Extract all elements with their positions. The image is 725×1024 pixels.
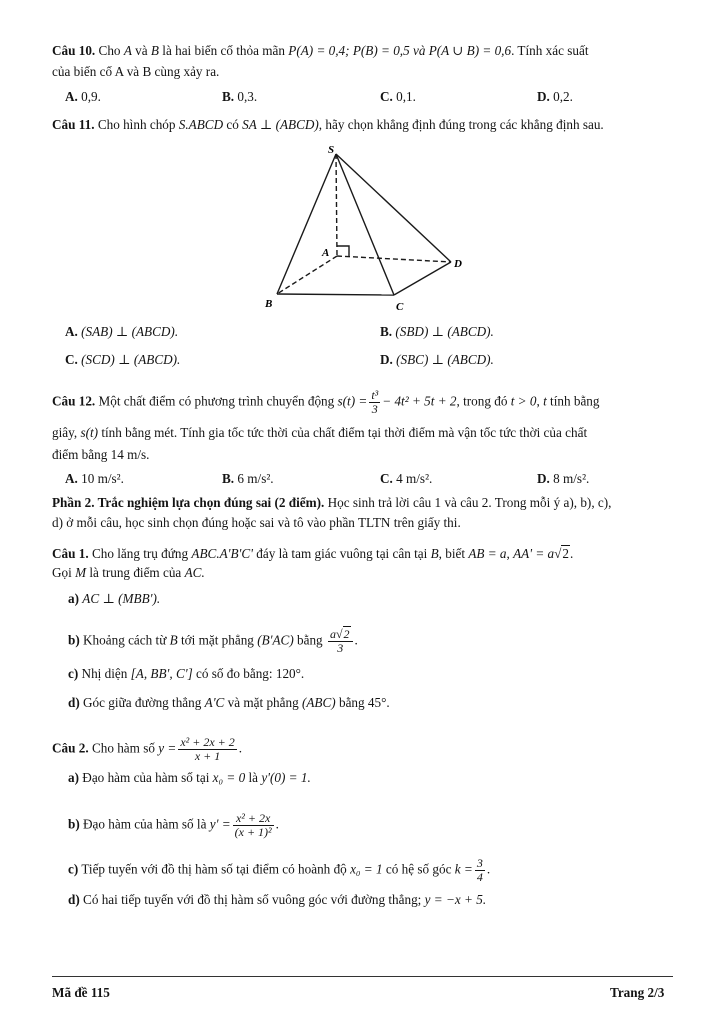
q11-condition: SA ⊥ (ABCD): [242, 117, 319, 132]
part2-title: Phần 2. Trắc nghiệm lựa chọn đúng sai (2 điểm).: [52, 495, 325, 510]
p2q2-c-fraction: $\frac{3}{4}$: [476, 856, 483, 884]
q10-var-b: B: [150, 43, 159, 58]
p2q2-item-b: b) Đạo hàm của hàm số là y' = $\frac{\text{x² + 2x}}{\text{(x + 1)²}}$ .: [68, 811, 279, 839]
q10-option-a: A. 0,9.: [65, 89, 101, 104]
q11-option-c: C. (SCD) ⊥ (ABCD).: [65, 352, 181, 367]
q12-option-a: A. 10 m/s².: [65, 471, 124, 486]
q10-condition: P(A) = 0,4; P(B) = 0,5 và P(A ∪ B) = 0,6: [288, 43, 512, 58]
q12-option-d: D. 8 m/s².: [537, 471, 590, 486]
p2q2-item-a: a) Đạo hàm của hàm số tại x₀ = 0 là y'(0) = 1.: [68, 770, 311, 785]
q10-label: Câu 10.: [52, 43, 96, 58]
p2q1-item-b: b) Khoảng cách từ B tới mặt phẳng (B'AC) bằng $\frac{a√2}{3}$ .: [68, 627, 358, 655]
p2q2-label: Câu 2.: [52, 740, 89, 756]
q12-line3: điểm bằng 14 m/s.: [52, 447, 150, 462]
footer-exam-code: Mã đề 115: [52, 985, 110, 1000]
p2q1-line1: Câu 1. Cho lăng trụ đứng ABC.A'B'C' đáy là tam giác vuông tại cân tại B, biết AB = a, AA' = a√2.: [52, 546, 574, 561]
p2q2-item-c: c) Tiếp tuyến với đồ thị hàm số tại điểm có hoành độ x₀ = 1 có hệ số góc k = $\frac{3}{4}$ .: [68, 856, 491, 884]
q11-option-a: A. (SAB) ⊥ (ABCD).: [65, 324, 179, 339]
q10-option-b: B. 0,3.: [222, 89, 258, 104]
q10-var-a: A: [123, 43, 132, 58]
pyramid-figure: [255, 140, 475, 320]
q11-option-b: B. (SBD) ⊥ (ABCD).: [380, 324, 494, 339]
footer-divider: [52, 976, 673, 977]
q11-line1: Câu 11. Cho hình chóp S.ABCD có SA ⊥ (ABCD), hãy chọn khẳng định đúng trong các khẳng định sau.: [52, 117, 604, 132]
q12-line1: Câu 12. Một chất điểm có phương trình chuyển động s(t) = $\frac{\text{t³}}{3}$ − 4t² + 5t + 2, trong đó t > 0, t tính bằng: [52, 388, 600, 416]
q12-line2: giây, s(t) tính bằng mét. Tính gia tốc tức thời của chất điểm tại thời điểm mà vận tốc tức thời của chất: [52, 425, 588, 440]
footer-page-number: Trang 2/3: [610, 985, 665, 1000]
q11-pyramid: S.ABCD: [178, 117, 224, 132]
q10-text-b: là hai biến cố thỏa mãn: [162, 43, 285, 58]
p2q1-item-a: a) AC ⊥ (MBB').: [68, 591, 161, 606]
q11-option-d: D. (SBC) ⊥ (ABCD).: [380, 352, 494, 367]
p2q2-b-fraction: $\frac{\text{x² + 2x}}{\text{(x + 1)²}}$: [234, 811, 272, 839]
p2q2-item-d: d) Có hai tiếp tuyến với đồ thị hàm số vuông góc với đường thẳng; y = −x + 5.: [68, 892, 487, 907]
q12-fraction: $\frac{\text{t³}}{3}$: [371, 388, 379, 416]
p2q1-line2: Gọi M là trung điểm của AC.: [52, 565, 205, 580]
p2q1-label: Câu 1.: [52, 546, 89, 561]
p2q2-line1: Câu 2. Cho hàm số y = $\frac{\text{x² + 2x + 2}}{x + 1}$ .: [52, 735, 243, 763]
vertex-c-label: C: [396, 301, 404, 313]
q10-option-d: D. 0,2.: [537, 89, 573, 104]
vertex-s-label: S: [328, 144, 335, 156]
q10-option-c: C. 0,1.: [380, 89, 416, 104]
q10-line1: [52, 42, 725, 59]
q12-label: Câu 12.: [52, 393, 96, 409]
vertex-a-label: A: [322, 247, 330, 259]
vertex-d-label: D: [454, 258, 462, 270]
q10-line2: của biến cố A và B cùng xảy ra.: [52, 64, 220, 79]
q10-and: và: [135, 43, 148, 58]
q10-text-a: Cho: [98, 43, 121, 58]
p2q1-b-fraction: $\frac{a√2}{3}$: [328, 628, 353, 655]
q12-option-b: B. 6 m/s².: [222, 471, 274, 486]
p2q1-item-d: d) Góc giữa đường thẳng A'C và mặt phẳng (ABC) bằng 45°.: [68, 695, 390, 710]
q10-text-c: . Tính xác suất: [511, 43, 589, 58]
part2-line2: d) ở mỗi câu, học sinh chọn đúng hoặc sai và tô vào phần TLTN trên giấy thi.: [52, 515, 461, 530]
p2q2-fraction: $\frac{\text{x² + 2x + 2}}{x + 1}$: [180, 735, 235, 763]
q11-label: Câu 11.: [52, 117, 95, 132]
q12-option-c: C. 4 m/s².: [380, 471, 433, 486]
part2-line1: Phần 2. Trắc nghiệm lựa chọn đúng sai (2 điểm). Học sinh trả lời câu 1 và câu 2. Trong mỗi ý a), b), c),: [52, 495, 612, 510]
p2q1-item-c: c) Nhị diện [A, BB', C'] có số đo bằng: 120°.: [68, 666, 305, 681]
vertex-b-label: B: [265, 298, 273, 310]
